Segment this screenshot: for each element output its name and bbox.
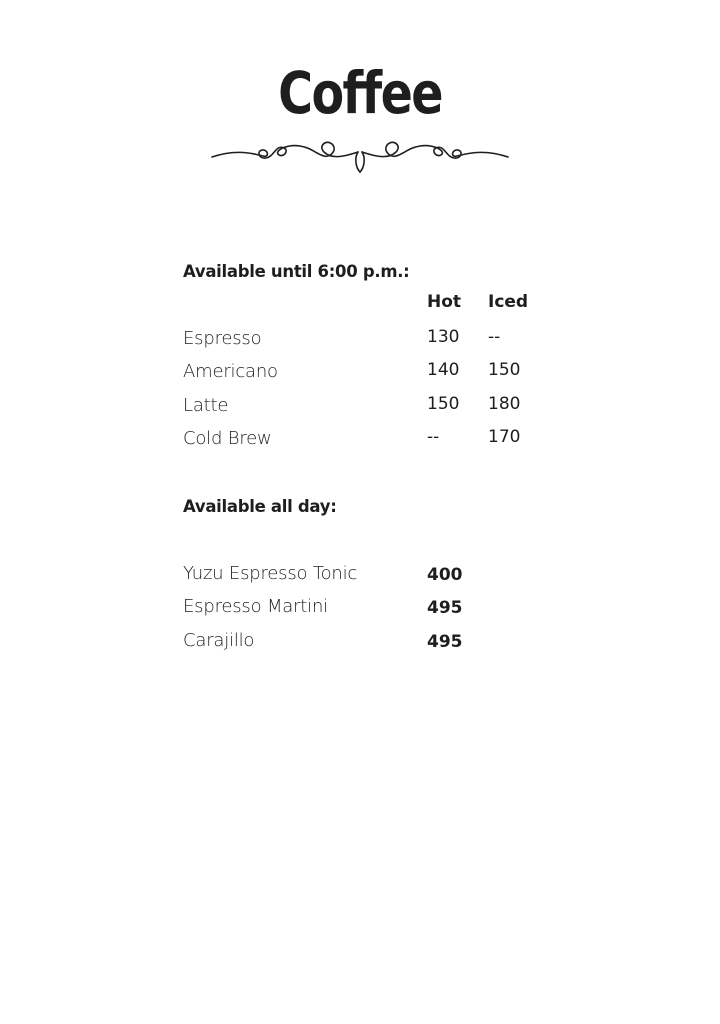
price: 495 <box>427 598 463 618</box>
price-hot: 130 <box>427 327 460 347</box>
item-name: Espresso Martini <box>183 596 328 617</box>
item-name: Americano <box>183 361 278 382</box>
menu-row <box>0 360 720 390</box>
menu-title: Coffee <box>278 59 442 127</box>
menu-row <box>0 596 720 626</box>
price-hot: 150 <box>427 394 460 414</box>
menu-row <box>0 563 720 593</box>
item-name: Carajillo <box>183 630 255 651</box>
price-iced: -- <box>488 327 501 347</box>
item-name: Yuzu Espresso Tonic <box>183 563 358 584</box>
price-iced: 180 <box>488 394 521 414</box>
price: 400 <box>427 565 463 585</box>
section-heading-until-6pm: Available until 6:00 p.m.: <box>183 262 410 281</box>
menu-row <box>0 327 720 357</box>
price-iced: 150 <box>488 360 521 380</box>
item-name: Latte <box>183 395 229 416</box>
ornamental-flourish-icon <box>208 132 512 176</box>
column-header-iced: Iced <box>488 292 529 312</box>
menu-row <box>0 427 720 457</box>
price-hot: -- <box>427 427 440 447</box>
item-name: Cold Brew <box>183 428 272 449</box>
price: 495 <box>427 632 463 652</box>
menu-row <box>0 394 720 424</box>
menu-row <box>0 630 720 660</box>
item-name: Espresso <box>183 328 262 349</box>
column-header-hot: Hot <box>427 292 462 312</box>
section-heading-all-day: Available all day: <box>183 497 337 516</box>
price-hot: 140 <box>427 360 460 380</box>
price-iced: 170 <box>488 427 521 447</box>
